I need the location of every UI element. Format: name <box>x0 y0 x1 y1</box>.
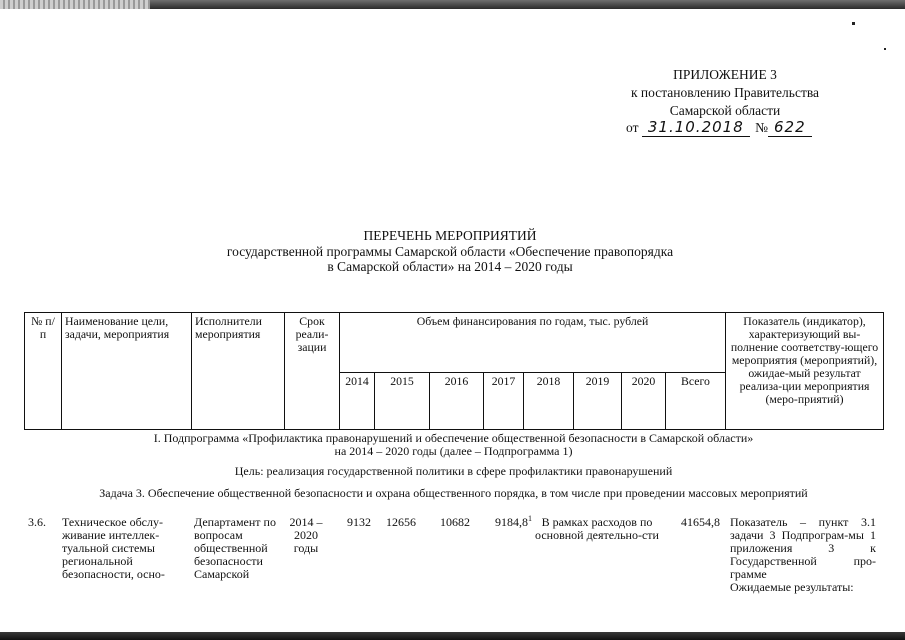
year-2018: 2018 <box>524 373 574 430</box>
footnote-marker: 1 <box>528 514 532 523</box>
row-indicator-text: Показатель – пункт 3.1 задачи 3 Подпрограм-мы 1 приложения 3 к Государственной про-грамме <box>730 515 876 581</box>
appendix-title: ПРИЛОЖЕНИЕ 3 <box>673 67 777 82</box>
subprogram-heading <box>24 432 883 458</box>
appendix-region: Самарской области <box>669 103 781 118</box>
row-name: Техническое обслу-живание интеллек-туальной системы региональной безопасности, осно- <box>62 515 165 581</box>
year-2015: 2015 <box>375 373 430 430</box>
measures-table <box>24 312 884 430</box>
subprogram-line-1: I. Подпрограмма «Профилактика правонарушений и обеспечение общественной безопасности в Самарской области» <box>153 431 754 445</box>
document-title <box>100 228 800 275</box>
row-indicator-results: Ожидаемые результаты: <box>730 580 854 594</box>
scan-speck <box>852 22 855 25</box>
title-line-2: государственной программы Самарской области «Обеспечение правопорядка <box>226 243 674 259</box>
year-2014: 2014 <box>340 373 375 430</box>
title-line-3: в Самарской области» на 2014 – 2020 годы <box>327 259 573 274</box>
title-line-1: ПЕРЕЧЕНЬ МЕРОПРИЯТИЙ <box>363 228 537 243</box>
number-prefix: № <box>755 120 769 135</box>
row-total: 41654,8 <box>681 515 720 529</box>
row-num: 3.6. <box>28 515 46 529</box>
header-funding: Объем финансирования по годам, тыс. рублей <box>340 313 726 373</box>
date-prefix: от <box>626 120 639 135</box>
goal-heading: Цель: реализация государственной политики в сфере профилактики правонарушений <box>234 464 673 478</box>
scan-bottom-edge <box>0 632 905 640</box>
appendix-resolution: к постановлению Правительства <box>630 85 820 100</box>
row-2015: 12656 <box>386 515 416 529</box>
task-heading: Задача 3. Обеспечение общественной безопасности и охрана общественного порядка, в том числе при проведении массовых мероприятий <box>99 486 808 500</box>
row-2016: 10682 <box>440 515 470 529</box>
header-term: Срок реали-зации <box>285 313 340 430</box>
handwritten-number: 622 <box>768 118 812 137</box>
row-term: 2014 – 2020 годы <box>289 515 323 555</box>
appendix-date-number <box>626 118 812 136</box>
row-indicator <box>730 516 876 594</box>
scan-speck <box>884 48 886 50</box>
row-2017 <box>472 516 532 529</box>
header-num: № п/п <box>25 313 62 430</box>
subprogram-line-2: на 2014 – 2020 годы (далее – Подпрограмма 1) <box>334 444 573 458</box>
appendix-block <box>560 66 890 120</box>
year-total: Всего <box>666 373 726 430</box>
year-2017: 2017 <box>484 373 524 430</box>
row-2018-2020: В рамках расходов по основной деятельно-сти <box>535 515 659 542</box>
row-executors: Департамент по вопросам общественной безопасности Самарской <box>194 515 276 581</box>
header-indicator: Показатель (индикатор), характеризующий вы-полнение соответству-ющего мероприятия (мероприятий), ожидае-мый результат реализа-ции мероприятия (меро-приятий) <box>726 313 884 430</box>
handwritten-date: 31.10.2018 <box>642 118 750 137</box>
year-2019: 2019 <box>574 373 622 430</box>
header-executors: Исполнители мероприятия <box>192 313 285 430</box>
row-2017-value: 9184,8 <box>495 515 528 529</box>
row-2014: 9132 <box>347 515 371 529</box>
scan-top-edge-light <box>0 0 150 9</box>
year-2020: 2020 <box>622 373 666 430</box>
header-name: Наименование цели, задачи, мероприятия <box>62 313 192 430</box>
year-2016: 2016 <box>430 373 484 430</box>
